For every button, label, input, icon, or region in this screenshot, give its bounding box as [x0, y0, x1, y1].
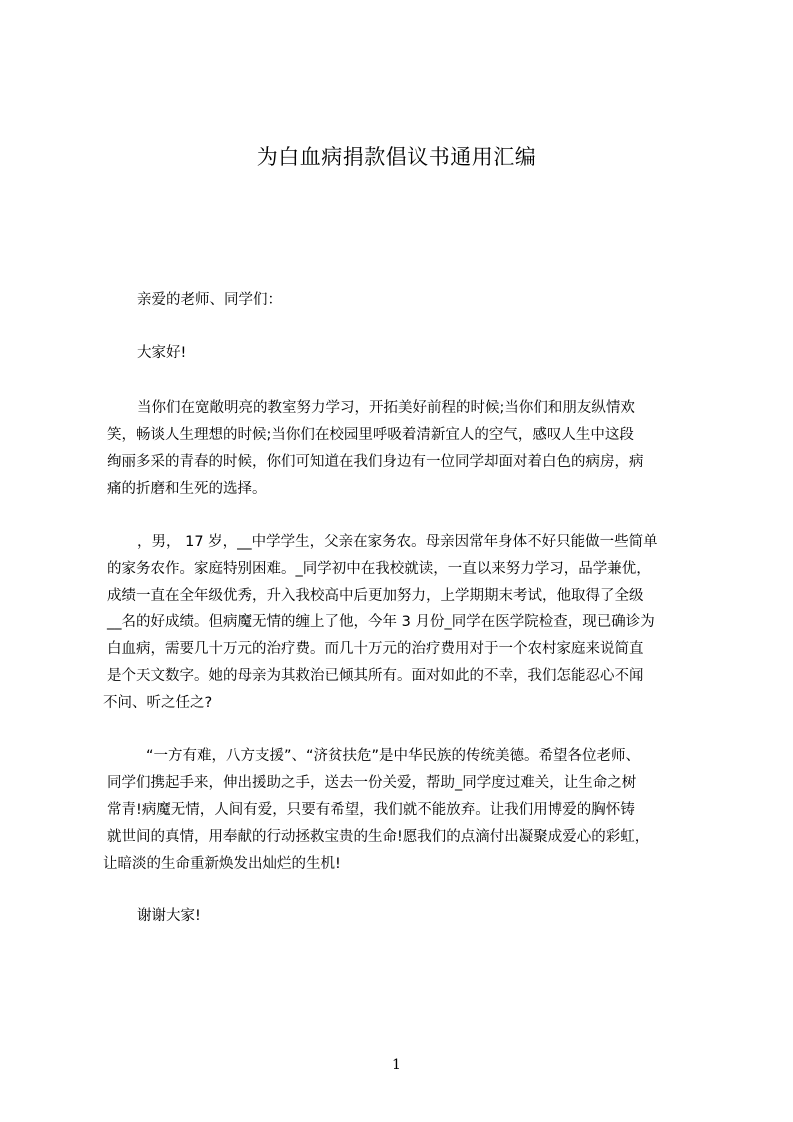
paragraph-2-line-3: 成绩一直在全年级优秀，升入我校高中后更加努力，上学期期末考试，他取得了全级 [107, 588, 644, 604]
paragraph-2-line-7: 不问、听之任之? [103, 695, 213, 711]
paragraph-1-line-1: 当你们在宽敞明亮的教室努力学习，开拓美好前程的时候;当你们和朋友纵情欢 [137, 400, 635, 416]
paragraph-3-line-1: “一方有难，八方支援”、“济贫扶危”是中华民族的传统美德。希望各位老师、 [146, 748, 641, 764]
paragraph-2-line-5: 白血病，需要几十万元的治疗费。而几十万元的治疗费用对于一个农村家庭来说简直 [107, 641, 644, 657]
greeting-line: 亲爱的老师、同学们： [137, 292, 282, 308]
paragraph-2-line-6: 是个天文数字。她的母亲为其救治已倾其所有。面对如此的不幸，我们怎能忍心不闻 [107, 668, 644, 684]
paragraph-1-line-2: 笑，畅谈人生理想的时候;当你们在校园里呼吸着清新宜人的空气，感叹人生中这段 [107, 427, 634, 443]
paragraph-2-line-4: __名的好成绩。但病魔无情的缠上了他，今年 3 月份_同学在医学院检查，现已确诊为 [107, 614, 655, 630]
paragraph-1-line-3: 绚丽多采的青春的时候，你们可知道在我们身边有一位同学却面对着白色的病房，病 [107, 454, 644, 470]
paragraph-3-line-5: 让暗淡的生命重新焕发出灿烂的生机! [103, 856, 341, 872]
document-title: 为白血病捐款倡议书通用汇编 [256, 145, 537, 169]
closing-line: 谢谢大家! [137, 908, 201, 924]
paragraph-1-line-4: 痛的折磨和生死的选择。 [107, 481, 267, 497]
paragraph-2-line-2: 的家务农作。家庭特别困难。_同学初中在我校就读，一直以来努力学习，品学兼优， [107, 561, 651, 577]
page-number: 1 [392, 1057, 401, 1073]
paragraph-3-line-3: 常青!病魔无情，人间有爱，只要有希望，我们就不能放弃。让我们用博爱的胸怀铸 [107, 802, 635, 818]
paragraph-3-line-2: 同学们携起手来，伸出援助之手，送去一份关爱，帮助_同学度过难关，让生命之树 [107, 775, 637, 791]
paragraph-2-line-1: ，男， 17 岁，__中学学生，父亲在家务农。母亲因常年身体不好只能做一些简单 [137, 534, 658, 550]
paragraph-3-line-4: 就世间的真情，用奉献的行动拯救宝贵的生命!愿我们的点滴付出凝聚成爱心的彩虹， [107, 829, 650, 845]
salutation-line: 大家好! [137, 345, 187, 361]
